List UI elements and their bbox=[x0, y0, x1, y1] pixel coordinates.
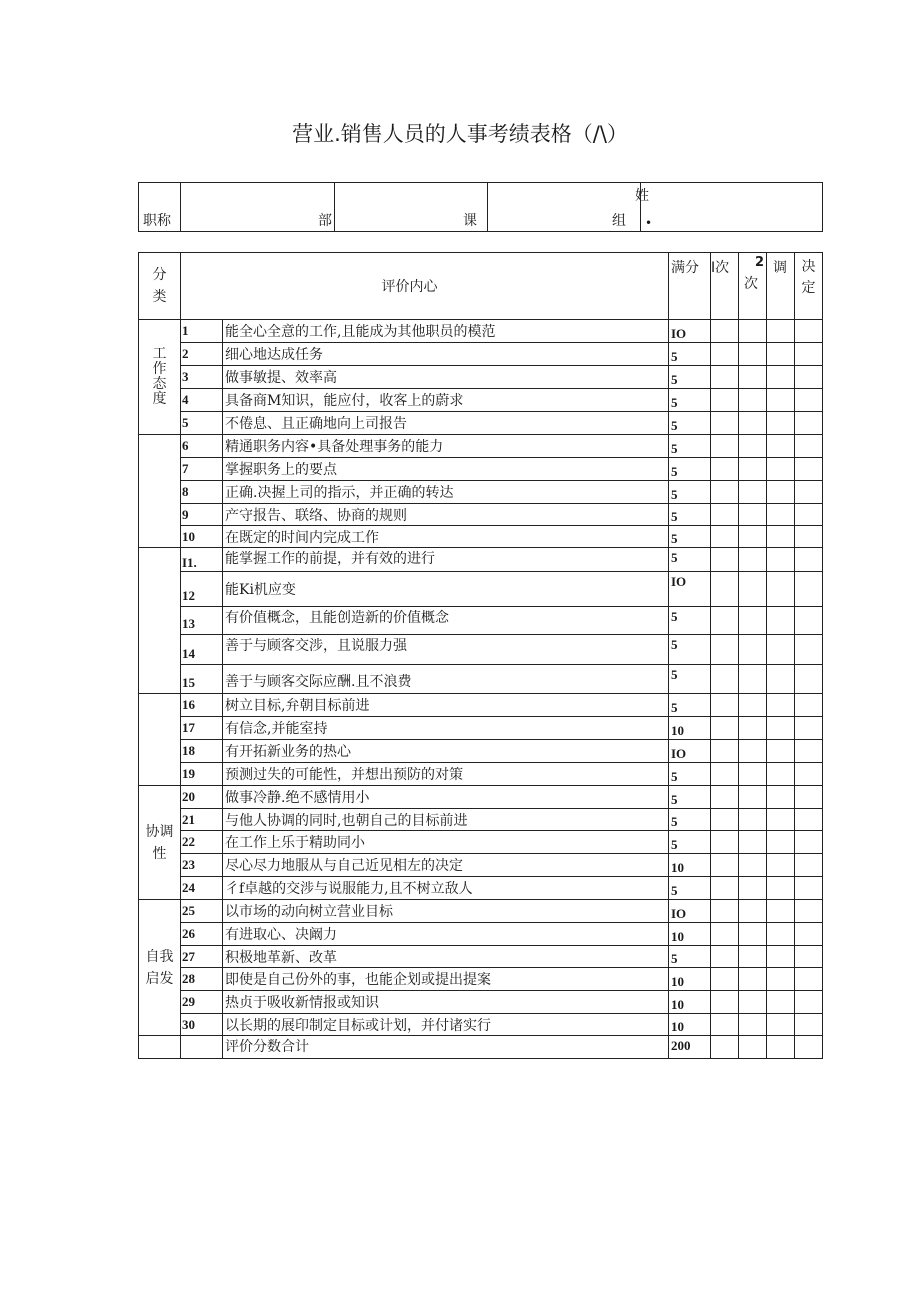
section-cell[interactable] bbox=[335, 183, 488, 232]
table-row bbox=[139, 831, 823, 854]
item-number: 25 bbox=[181, 900, 223, 923]
final-score-cell[interactable] bbox=[795, 481, 823, 504]
table-row bbox=[139, 366, 823, 389]
column-header-full-score: 满分 bbox=[669, 253, 711, 320]
first-score-cell[interactable] bbox=[711, 665, 739, 694]
final-score-cell[interactable] bbox=[795, 1014, 823, 1036]
full-score: IO bbox=[669, 900, 711, 923]
column-header-content: 评价内心 bbox=[181, 253, 669, 320]
item-description: 以长期的展印制定目标或计划，并付诸实行 bbox=[223, 1014, 669, 1036]
item-description: 善于与顾客交涉，且说服力强 bbox=[223, 635, 669, 665]
first-score-cell[interactable] bbox=[711, 458, 739, 481]
item-description: 在工作上乐于精助同小 bbox=[223, 831, 669, 854]
first-score-cell[interactable] bbox=[711, 481, 739, 504]
second-score-cell[interactable] bbox=[739, 694, 767, 717]
item-number: 23 bbox=[181, 854, 223, 877]
item-number: 30 bbox=[181, 1014, 223, 1036]
second-score-cell[interactable] bbox=[739, 572, 767, 607]
column-header-second: 2 次 bbox=[739, 253, 767, 320]
adjust-score-cell[interactable] bbox=[767, 435, 795, 458]
table-row bbox=[139, 665, 823, 694]
item-number: 7 bbox=[181, 458, 223, 481]
final-score-cell[interactable] bbox=[795, 763, 823, 786]
second-score-cell[interactable] bbox=[739, 1014, 767, 1036]
full-score: 5 bbox=[669, 412, 711, 435]
adjust-score-cell[interactable] bbox=[767, 877, 795, 900]
item-number: 20 bbox=[181, 786, 223, 809]
final-score-cell[interactable] bbox=[795, 435, 823, 458]
first-score-cell[interactable] bbox=[711, 366, 739, 389]
adjust-score-cell[interactable] bbox=[767, 458, 795, 481]
first-score-cell[interactable] bbox=[711, 435, 739, 458]
item-description: 彳f卓越的交涉与说服能力,且不树立敌人 bbox=[223, 877, 669, 900]
second-score-cell[interactable] bbox=[739, 435, 767, 458]
second-score-cell[interactable] bbox=[739, 854, 767, 877]
adjust-score-cell[interactable] bbox=[767, 481, 795, 504]
final-score-cell[interactable] bbox=[795, 877, 823, 900]
second-score-cell[interactable] bbox=[739, 831, 767, 854]
item-number: 5 bbox=[181, 412, 223, 435]
full-score: 10 bbox=[669, 968, 711, 991]
item-description: 细心地达成任务 bbox=[223, 343, 669, 366]
final-score-cell[interactable] bbox=[795, 900, 823, 923]
item-description: 即使是自己份外的事，也能企划或提出提案 bbox=[223, 968, 669, 991]
full-score: 5 bbox=[669, 504, 711, 526]
name-mark: • bbox=[645, 216, 653, 230]
adjust-score-cell[interactable] bbox=[767, 635, 795, 665]
first-score-cell[interactable] bbox=[711, 635, 739, 665]
second-score-cell[interactable] bbox=[739, 740, 767, 763]
table-row bbox=[139, 635, 823, 665]
second-score-cell[interactable] bbox=[739, 665, 767, 694]
category-cell bbox=[139, 548, 181, 694]
table-row bbox=[139, 572, 823, 607]
second-score-cell[interactable] bbox=[739, 526, 767, 548]
first-score-cell[interactable] bbox=[711, 831, 739, 854]
item-number: 16 bbox=[181, 694, 223, 717]
item-number: 1 bbox=[181, 320, 223, 343]
adjust-score-cell[interactable] bbox=[767, 607, 795, 635]
first-score-cell[interactable] bbox=[711, 717, 739, 740]
item-number: 19 bbox=[181, 763, 223, 786]
item-number: 8 bbox=[181, 481, 223, 504]
final-score-cell[interactable] bbox=[795, 572, 823, 607]
first-score-cell[interactable] bbox=[711, 740, 739, 763]
second-score-cell[interactable] bbox=[739, 504, 767, 526]
item-number: 9 bbox=[181, 504, 223, 526]
full-score: 10 bbox=[669, 717, 711, 740]
first-score-cell[interactable] bbox=[711, 968, 739, 991]
empty-cell bbox=[139, 1036, 181, 1059]
full-score: 10 bbox=[669, 854, 711, 877]
first-score-cell[interactable] bbox=[711, 923, 739, 946]
title-label: 职称 bbox=[143, 213, 171, 229]
total-final-cell[interactable] bbox=[795, 1036, 823, 1059]
item-number: 28 bbox=[181, 968, 223, 991]
adjust-score-cell[interactable] bbox=[767, 366, 795, 389]
adjust-score-cell[interactable] bbox=[767, 504, 795, 526]
category-cell: 自我 启发 bbox=[139, 900, 181, 1036]
adjust-score-cell[interactable] bbox=[767, 1014, 795, 1036]
first-score-cell[interactable] bbox=[711, 694, 739, 717]
item-number: 22 bbox=[181, 831, 223, 854]
full-score: IO bbox=[669, 320, 711, 343]
final-score-cell[interactable] bbox=[795, 717, 823, 740]
item-number: 6 bbox=[181, 435, 223, 458]
department-label: 部 bbox=[318, 213, 332, 229]
full-score: 5 bbox=[669, 831, 711, 854]
item-description: 做事冷静.绝不感情用小 bbox=[223, 786, 669, 809]
full-score: 5 bbox=[669, 786, 711, 809]
group-label: 组 bbox=[612, 213, 626, 229]
table-row bbox=[139, 504, 823, 526]
second-score-cell[interactable] bbox=[739, 607, 767, 635]
adjust-score-cell[interactable] bbox=[767, 665, 795, 694]
table-header-row bbox=[139, 253, 823, 320]
item-number: 3 bbox=[181, 366, 223, 389]
full-score: 5 bbox=[669, 389, 711, 412]
adjust-score-cell[interactable] bbox=[767, 320, 795, 343]
full-score: 5 bbox=[669, 635, 711, 665]
item-description: 与他人协调的同时,也朝自己的目标前进 bbox=[223, 809, 669, 831]
first-score-cell[interactable] bbox=[711, 786, 739, 809]
full-score: 5 bbox=[669, 877, 711, 900]
category-cell bbox=[139, 694, 181, 786]
final-score-cell[interactable] bbox=[795, 968, 823, 991]
item-number: 14 bbox=[181, 635, 223, 665]
adjust-score-cell[interactable] bbox=[767, 763, 795, 786]
final-score-cell[interactable] bbox=[795, 526, 823, 548]
item-number: 10 bbox=[181, 526, 223, 548]
second-score-cell[interactable] bbox=[739, 481, 767, 504]
full-score: 5 bbox=[669, 481, 711, 504]
second-score-cell[interactable] bbox=[739, 458, 767, 481]
table-row bbox=[139, 458, 823, 481]
final-score-cell[interactable] bbox=[795, 831, 823, 854]
column-header-decide: 决 定 bbox=[795, 253, 823, 320]
table-row bbox=[139, 786, 823, 809]
item-description: 正确.决握上司的指示，并正确的转达 bbox=[223, 481, 669, 504]
final-score-cell[interactable] bbox=[795, 607, 823, 635]
full-score: 5 bbox=[669, 763, 711, 786]
item-description: 具备商M知识，能应付，收客上的蔚求 bbox=[223, 389, 669, 412]
final-score-cell[interactable] bbox=[795, 991, 823, 1014]
table-row bbox=[139, 717, 823, 740]
item-number: 2 bbox=[181, 343, 223, 366]
table-row bbox=[139, 343, 823, 366]
second-score-cell[interactable] bbox=[739, 320, 767, 343]
table-row bbox=[139, 548, 823, 572]
second-score-cell[interactable] bbox=[739, 389, 767, 412]
second-score-cell[interactable] bbox=[739, 366, 767, 389]
name-label: 姓 bbox=[635, 188, 649, 204]
item-description: 尽心尽力地服从与自己近见相左的决定 bbox=[223, 854, 669, 877]
adjust-score-cell[interactable] bbox=[767, 831, 795, 854]
final-score-cell[interactable] bbox=[795, 548, 823, 572]
first-score-cell[interactable] bbox=[711, 548, 739, 572]
table-row bbox=[139, 740, 823, 763]
adjust-score-cell[interactable] bbox=[767, 991, 795, 1014]
adjust-score-cell[interactable] bbox=[767, 900, 795, 923]
item-description: 善于与顾客交际应酬.且不浪费 bbox=[223, 665, 669, 694]
full-score: 5 bbox=[669, 694, 711, 717]
item-number: 27 bbox=[181, 946, 223, 968]
category-cell: 协调 性 bbox=[139, 786, 181, 900]
full-score: IO bbox=[669, 740, 711, 763]
first-score-cell[interactable] bbox=[711, 607, 739, 635]
first-score-cell[interactable] bbox=[711, 343, 739, 366]
final-score-cell[interactable] bbox=[795, 320, 823, 343]
item-description: 在既定的时间内完成工作 bbox=[223, 526, 669, 548]
first-score-cell[interactable] bbox=[711, 1014, 739, 1036]
adjust-score-cell[interactable] bbox=[767, 572, 795, 607]
table-row bbox=[139, 763, 823, 786]
final-score-cell[interactable] bbox=[795, 504, 823, 526]
first-score-cell[interactable] bbox=[711, 877, 739, 900]
second-score-cell[interactable] bbox=[739, 923, 767, 946]
item-number: 12 bbox=[181, 572, 223, 607]
second-score-cell[interactable] bbox=[739, 763, 767, 786]
first-score-cell[interactable] bbox=[711, 763, 739, 786]
total-first-cell[interactable] bbox=[711, 1036, 739, 1059]
final-score-cell[interactable] bbox=[795, 923, 823, 946]
table-row bbox=[139, 877, 823, 900]
first-score-cell[interactable] bbox=[711, 320, 739, 343]
second-score-cell[interactable] bbox=[739, 900, 767, 923]
full-score: 5 bbox=[669, 458, 711, 481]
first-score-cell[interactable] bbox=[711, 854, 739, 877]
full-score: 5 bbox=[669, 665, 711, 694]
second-score-cell[interactable] bbox=[739, 412, 767, 435]
column-header-adjust: 调 bbox=[767, 253, 795, 320]
final-score-cell[interactable] bbox=[795, 635, 823, 665]
final-score-cell[interactable] bbox=[795, 854, 823, 877]
table-row bbox=[139, 968, 823, 991]
adjust-score-cell[interactable] bbox=[767, 946, 795, 968]
empty-cell bbox=[181, 1036, 223, 1059]
item-description: 掌握职务上的要点 bbox=[223, 458, 669, 481]
final-score-cell[interactable] bbox=[795, 786, 823, 809]
item-number: I1. bbox=[181, 548, 223, 572]
first-score-cell[interactable] bbox=[711, 809, 739, 831]
second-score-cell[interactable] bbox=[739, 946, 767, 968]
final-score-cell[interactable] bbox=[795, 946, 823, 968]
item-description: 以市场的动向树立营业目标 bbox=[223, 900, 669, 923]
item-description: 热贞于吸收新情报或知识 bbox=[223, 991, 669, 1014]
second-score-cell[interactable] bbox=[739, 991, 767, 1014]
first-score-cell[interactable] bbox=[711, 412, 739, 435]
item-description: 产守报告、联络、协商的规则 bbox=[223, 504, 669, 526]
first-score-cell[interactable] bbox=[711, 900, 739, 923]
total-full-score: 200 bbox=[669, 1036, 711, 1059]
final-score-cell[interactable] bbox=[795, 343, 823, 366]
table-row bbox=[139, 607, 823, 635]
adjust-score-cell[interactable] bbox=[767, 786, 795, 809]
adjust-score-cell[interactable] bbox=[767, 854, 795, 877]
item-description: 有进取心、决阚力 bbox=[223, 923, 669, 946]
final-score-cell[interactable] bbox=[795, 366, 823, 389]
item-number: 24 bbox=[181, 877, 223, 900]
table-row bbox=[139, 435, 823, 458]
category-cell: 工 作 态 度 bbox=[139, 320, 181, 435]
item-description: 能掌握工作的前提，并有效的进行 bbox=[223, 548, 669, 572]
table-row bbox=[139, 1014, 823, 1036]
second-score-cell[interactable] bbox=[739, 548, 767, 572]
adjust-score-cell[interactable] bbox=[767, 740, 795, 763]
column-header-first: I次 bbox=[711, 253, 739, 320]
table-row bbox=[139, 946, 823, 968]
second-score-cell[interactable] bbox=[739, 877, 767, 900]
item-number: 15 bbox=[181, 665, 223, 694]
table-row bbox=[139, 854, 823, 877]
total-second-cell[interactable] bbox=[739, 1036, 767, 1059]
full-score: 5 bbox=[669, 435, 711, 458]
section-label: 课 bbox=[463, 213, 477, 229]
full-score: 10 bbox=[669, 923, 711, 946]
full-score: 5 bbox=[669, 946, 711, 968]
adjust-score-cell[interactable] bbox=[767, 717, 795, 740]
item-description: 预测过失的可能性，并想出预防的对策 bbox=[223, 763, 669, 786]
name-cell[interactable] bbox=[635, 183, 823, 232]
table-row bbox=[139, 900, 823, 923]
item-number: 21 bbox=[181, 809, 223, 831]
full-score: IO bbox=[669, 572, 711, 607]
full-score: 10 bbox=[669, 1014, 711, 1036]
table-row bbox=[139, 481, 823, 504]
item-description: 积极地革新、改革 bbox=[223, 946, 669, 968]
group-cell[interactable] bbox=[488, 183, 641, 232]
adjust-score-cell[interactable] bbox=[767, 343, 795, 366]
full-score: 5 bbox=[669, 526, 711, 548]
second-score-cell[interactable] bbox=[739, 809, 767, 831]
item-description: 能全心全意的工作,且能成为其他职员的模范 bbox=[223, 320, 669, 343]
column-header-category: 分 类 bbox=[139, 253, 181, 320]
first-score-cell[interactable] bbox=[711, 526, 739, 548]
employee-info-table bbox=[138, 182, 823, 232]
final-score-cell[interactable] bbox=[795, 809, 823, 831]
table-row bbox=[139, 412, 823, 435]
adjust-score-cell[interactable] bbox=[767, 526, 795, 548]
second-score-cell[interactable] bbox=[739, 786, 767, 809]
final-score-cell[interactable] bbox=[795, 740, 823, 763]
table-row bbox=[139, 991, 823, 1014]
table-row bbox=[139, 526, 823, 548]
item-number: 26 bbox=[181, 923, 223, 946]
item-number: 13 bbox=[181, 607, 223, 635]
adjust-score-cell[interactable] bbox=[767, 389, 795, 412]
final-score-cell[interactable] bbox=[795, 694, 823, 717]
department-cell[interactable] bbox=[181, 183, 335, 232]
total-label: 评价分数合计 bbox=[223, 1036, 669, 1059]
table-row bbox=[139, 389, 823, 412]
item-description: 精通职务内容•具备处理事务的能力 bbox=[223, 435, 669, 458]
item-description: 树立目标,弁朝目标前进 bbox=[223, 694, 669, 717]
first-score-cell[interactable] bbox=[711, 572, 739, 607]
category-cell bbox=[139, 435, 181, 548]
table-row bbox=[139, 923, 823, 946]
final-score-cell[interactable] bbox=[795, 665, 823, 694]
total-adjust-cell[interactable] bbox=[767, 1036, 795, 1059]
first-score-cell[interactable] bbox=[711, 504, 739, 526]
adjust-score-cell[interactable] bbox=[767, 412, 795, 435]
full-score: 5 bbox=[669, 366, 711, 389]
full-score: 5 bbox=[669, 343, 711, 366]
item-number: 17 bbox=[181, 717, 223, 740]
table-row bbox=[139, 320, 823, 343]
item-description: 有信念,并能室持 bbox=[223, 717, 669, 740]
final-score-cell[interactable] bbox=[795, 389, 823, 412]
item-number: 4 bbox=[181, 389, 223, 412]
item-description: 不倦息、且正确地向上司报告 bbox=[223, 412, 669, 435]
item-description: 有价值概念，且能创造新的价值概念 bbox=[223, 607, 669, 635]
full-score: 5 bbox=[669, 809, 711, 831]
final-score-cell[interactable] bbox=[795, 412, 823, 435]
adjust-score-cell[interactable] bbox=[767, 694, 795, 717]
second-score-cell[interactable] bbox=[739, 968, 767, 991]
second-score-cell[interactable] bbox=[739, 635, 767, 665]
adjust-score-cell[interactable] bbox=[767, 968, 795, 991]
first-score-cell[interactable] bbox=[711, 389, 739, 412]
first-score-cell[interactable] bbox=[711, 946, 739, 968]
item-description: 有开拓新业务的热心 bbox=[223, 740, 669, 763]
item-description: 能Ki机应变 bbox=[223, 572, 669, 607]
item-description: 做事敏提、效率高 bbox=[223, 366, 669, 389]
adjust-score-cell[interactable] bbox=[767, 548, 795, 572]
item-number: 29 bbox=[181, 991, 223, 1014]
full-score: 5 bbox=[669, 607, 711, 635]
page-title: 营业.销售人员的人事考绩表格（/\） bbox=[292, 122, 628, 146]
full-score: 5 bbox=[669, 548, 711, 572]
table-row bbox=[139, 809, 823, 831]
final-score-cell[interactable] bbox=[795, 458, 823, 481]
table-row bbox=[139, 694, 823, 717]
adjust-score-cell[interactable] bbox=[767, 809, 795, 831]
full-score: 10 bbox=[669, 991, 711, 1014]
second-score-cell[interactable] bbox=[739, 717, 767, 740]
adjust-score-cell[interactable] bbox=[767, 923, 795, 946]
evaluation-table bbox=[138, 252, 823, 1059]
title-cell[interactable] bbox=[139, 183, 181, 232]
total-row bbox=[139, 1036, 823, 1059]
first-score-cell[interactable] bbox=[711, 991, 739, 1014]
second-score-cell[interactable] bbox=[739, 343, 767, 366]
item-number: 18 bbox=[181, 740, 223, 763]
